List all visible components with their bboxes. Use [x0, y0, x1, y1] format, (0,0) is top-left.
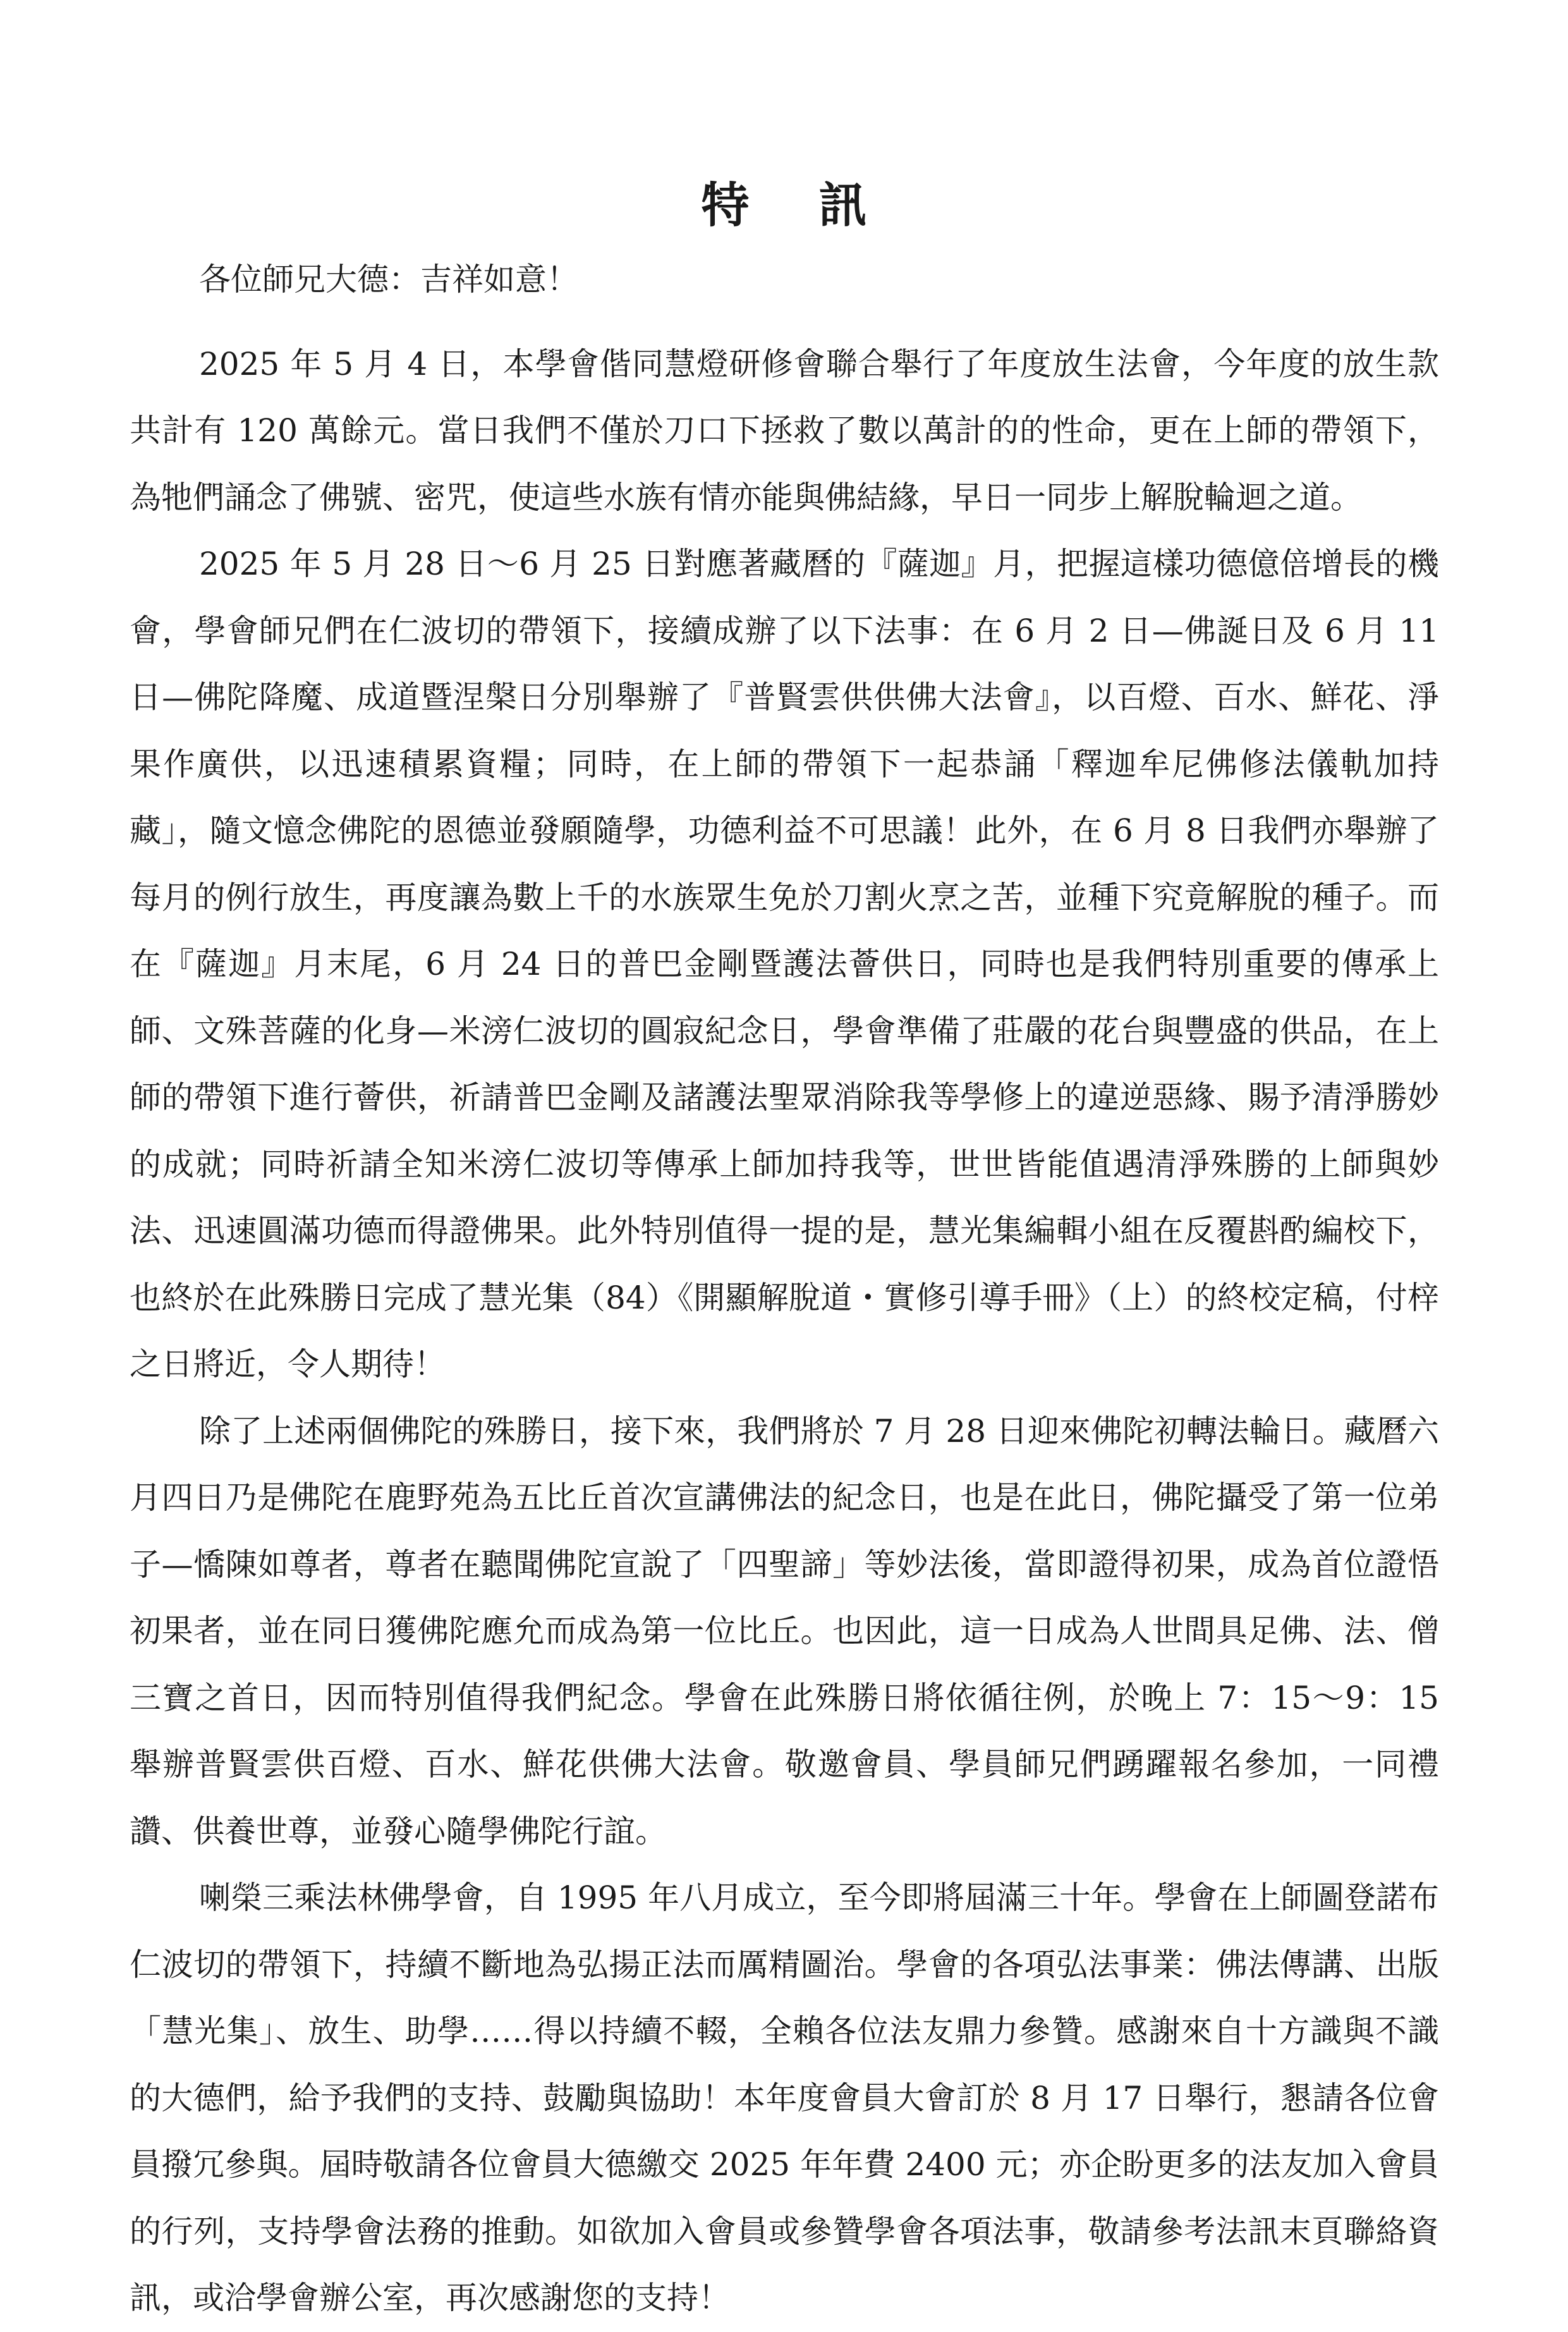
paragraph-release-ceremony: 2025 年 5 月 4 日，本學會偕同慧燈研修會聯合舉行了年度放生法會，今年度的放生款共計有 120 萬餘元。當日我們不僅於刀口下拯救了數以萬計的的性命，更在上師的帶領下，為牠們誦念了佛號、密咒，使這些水族有情亦能與佛結緣，早日一同步上解脫輪迴之道。 — [130, 345, 1439, 516]
paragraph-society-thirty-years: 喇榮三乘法林佛學會，自 1995 年八月成立，至今即將屆滿三十年。學會在上師圖登諾布仁波切的帶領下，持續不斷地為弘揚正法而厲精圖治。學會的各項弘法事業：佛法傳講、出版「慧光集」、放生、助學……得以持續不輟，全賴各位法友鼎力參贊。感謝來自十方識與不識的大德們，給予我們的支持、鼓勵與協助！本年度會員大會訂於 8 月 17 日舉行，懇請各位會員撥冗參與。屆時敬請各位會員大德繳交 2025 年年費 2400 元；亦企盼更多的法友加入會員的行列，支持學會法務的推動。如欲加入會員或參贊學會各項法事，敬請參考法訊末頁聯絡資訊，或洽學會辦公室，再次感謝您的支持！ — [130, 1879, 1439, 2316]
paragraph-first-turning-dharma-wheel: 除了上述兩個佛陀的殊勝日，接下來，我們將於 7 月 28 日迎來佛陀初轉法輪日。藏曆六月四日乃是佛陀在鹿野苑為五比丘首次宣講佛法的紀念日，也是在此日，佛陀攝受了第一位弟子—憍陳如尊者，尊者在聽聞佛陀宣說了「四聖諦」等妙法後，當即證得初果，成為首位證悟初果者，並在同日獲佛陀應允而成為第一位比丘。也因此，這一日成為人世間具足佛、法、僧三寶之首日，因而特別值得我們紀念。學會在此殊勝日將依循往例，於晚上 7：15～9：15 舉辦普賢雲供百燈、百水、鮮花供佛大法會。敬邀會員、學員師兄們踴躍報名參加，一同禮讚、供養世尊，並發心隨學佛陀行誼。 — [130, 1412, 1439, 1850]
paragraph-saga-dawa-month: 2025 年 5 月 28 日～6 月 25 日對應著藏曆的『薩迦』月，把握這樣功德億倍增長的機會，學會師兄們在仁波切的帶領下，接續成辦了以下法事：在 6 月 2 日—佛誕日及 6 月 11 日—佛陀降魔、成道暨涅槃日分別舉辦了『普賢雲供供佛大法會』，以百燈、百水、鮮花、淨果作廣供，以迅速積累資糧；同時，在上師的帶領下一起恭誦「釋迦牟尼佛修法儀軌加持藏」，隨文憶念佛陀的恩德並發願隨學，功德利益不可思議！此外，在 6 月 8 日我們亦舉辦了每月的例行放生，再度讓為數上千的水族眾生免於刀割火烹之苦，並種下究竟解脫的種子。而在『薩迦』月末尾，6 月 24 日的普巴金剛暨護法薈供日，同時也是我們特別重要的傳承上師、文殊菩薩的化身—米滂仁波切的圓寂紀念日，學會準備了莊嚴的花台與豐盛的供品，在上師的帶領下進行薈供，祈請普巴金剛及諸護法聖眾消除我等學修上的違逆惡緣、賜予清淨勝妙的成就；同時祈請全知米滂仁波切等傳承上師加持我等，世世皆能值遇清淨殊勝的上師與妙法、迅速圓滿功德而得證佛果。此外特別值得一提的是，慧光集編輯小組在反覆斟酌編校下，也終於在此殊勝日完成了慧光集（84）《開顯解脫道・實修引導手冊》（上）的終校定稿，付梓之日將近，令人期待！ — [130, 546, 1439, 1383]
greeting-line: 各位師兄大德：吉祥如意！ — [199, 261, 578, 298]
page-title: 特訊 — [701, 177, 937, 233]
document-body — [130, 247, 1439, 2332]
